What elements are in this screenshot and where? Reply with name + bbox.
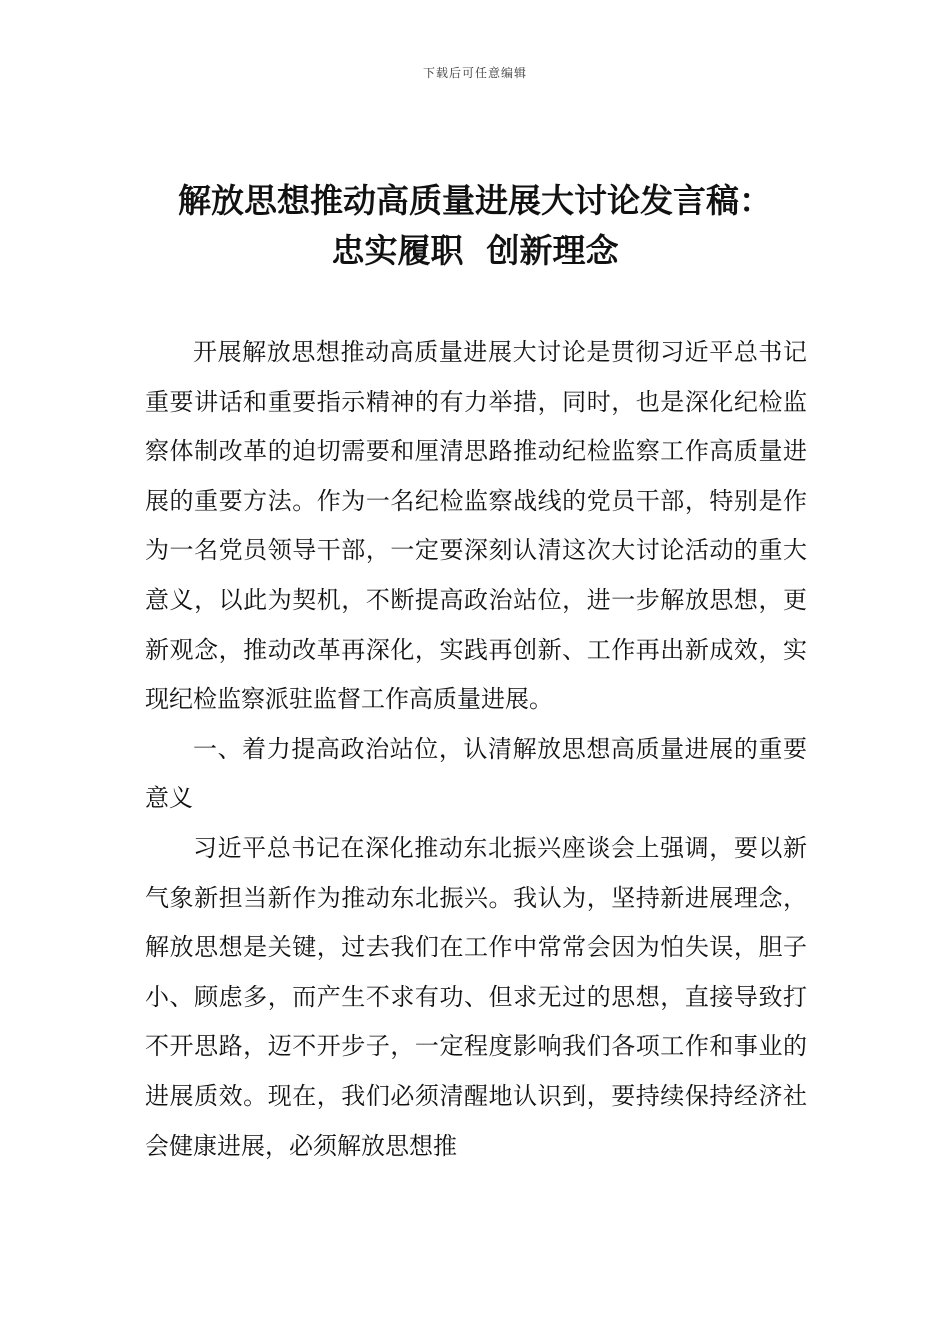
paragraph-section-1: 习近平总书记在深化推动东北振兴座谈会上强调，要以新气象新担当新作为推动东北振兴。我认为，坚持新进展理念，解放思想是关键，过去我们在工作中常常会因为怕失误，胆子小、顾虑多，而产生不求有功、但求无过的思想，直接导致打不开思路，迈不开步子，一定程度影响我们各项工作和事业的进展质效。现在，我们必须清醒地认识到，要持续保持经济社会健康进展，必须解放思想推 (145, 833, 807, 1160)
document-body (145, 328, 807, 1171)
paragraph-intro: 开展解放思想推动高质量进展大讨论是贯彻习近平总书记重要讲话和重要指示精神的有力举措，同时，也是深化纪检监察体制改革的迫切需要和厘清思路推动纪检监察工作高质量进展的重要方法。作为一名纪检监察战线的党员干部，特别是作为一名党员领导干部，一定要深刻认清这次大讨论活动的重大意义，以此为契机，不断提高政治站位，进一步解放思想，更新观念，推动改革再深化，实践再创新、工作再出新成效，实现纪检监察派驻监督工作高质量进展。 (145, 338, 807, 714)
header-note: 下载后可任意编辑 (422, 66, 527, 80)
title-line-2: 忠实履职 创新理念 (331, 231, 619, 270)
title-line-1: 解放思想推动高质量进展大讨论发言稿： (178, 181, 772, 220)
section-heading-1: 一、着力提高政治站位，认清解放思想高质量进展的重要意义 (145, 734, 807, 813)
document-title (0, 176, 950, 276)
